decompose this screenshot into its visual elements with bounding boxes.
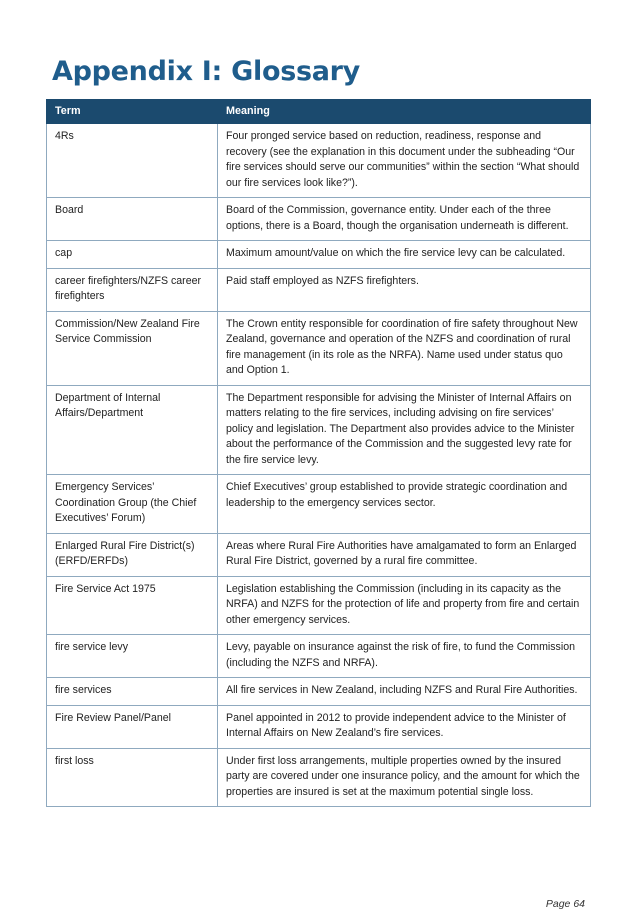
term-cell: career firefighters/NZFS career firefighters [47,268,218,311]
term-cell: Department of Internal Affairs/Department [47,385,218,475]
term-cell: Fire Service Act 1975 [47,576,218,635]
term-cell: cap [47,241,218,269]
table-row [47,576,591,635]
meaning-cell: All fire services in New Zealand, including NZFS and Rural Fire Authorities. [218,678,591,706]
term-cell: Emergency Services’ Coordination Group (the Chief Executives’ Forum) [47,475,218,534]
meaning-cell: Four pronged service based on reduction, readiness, response and recovery (see the explanation in this document under the subheading “Our fire services should serve our communities” within the section “What should our fire services look like?”). [218,124,591,198]
table-row [47,748,591,807]
table-row [47,311,591,385]
term-cell: Commission/New Zealand Fire Service Commission [47,311,218,385]
page-number: Page 64 [545,898,585,910]
term-cell: 4Rs [47,124,218,198]
term-cell: first loss [47,748,218,807]
page-title: Appendix I: Glossary [52,56,360,87]
table-row [47,241,591,269]
meaning-cell: Levy, payable on insurance against the risk of fire, to fund the Commission (including the NZFS and NRFA). [218,635,591,678]
term-cell: fire service levy [47,635,218,678]
table-row [47,533,591,576]
meaning-cell: Legislation establishing the Commission (including in its capacity as the NRFA) and NZFS for the protection of life and property from fire and certain other emergency services. [218,576,591,635]
meaning-cell: Board of the Commission, governance entity. Under each of the three options, there is a Board, though the organisation underneath is different. [218,198,591,241]
term-cell: Fire Review Panel/Panel [47,705,218,748]
glossary-table [46,99,591,807]
header-meaning: Meaning [218,100,591,124]
table-body [47,124,591,807]
meaning-cell: Areas where Rural Fire Authorities have amalgamated to form an Enlarged Rural Fire District, governed by a rural fire committee. [218,533,591,576]
table-row [47,705,591,748]
header-term: Term [47,100,218,124]
table-row [47,385,591,475]
table-header-row [47,100,591,124]
table-row [47,635,591,678]
meaning-cell: The Department responsible for advising the Minister of Internal Affairs on matters relating to the fire services, including advising on fire services’ policy and legislation. The Department also provides advice to the Minister about the performance of the Commission and the suggested levy rate for the fire service levy. [218,385,591,475]
table-row [47,124,591,198]
table-row [47,268,591,311]
term-cell: Board [47,198,218,241]
meaning-cell: Maximum amount/value on which the fire service levy can be calculated. [218,241,591,269]
term-cell: fire services [47,678,218,706]
meaning-cell: The Crown entity responsible for coordination of fire safety throughout New Zealand, governance and operation of the NZFS and coordination of rural fire management (in its role as the NRFA). Name used under status quo and Option 1. [218,311,591,385]
term-cell: Enlarged Rural Fire District(s) (ERFD/ERFDs) [47,533,218,576]
meaning-cell: Paid staff employed as NZFS firefighters. [218,268,591,311]
table-row [47,198,591,241]
meaning-cell: Chief Executives’ group established to provide strategic coordination and leadership to the emergency services sector. [218,475,591,534]
meaning-cell: Under first loss arrangements, multiple properties owned by the insured party are covered under one insurance policy, and the amount for which the properties are insured is set at the maximum potential single loss. [218,748,591,807]
meaning-cell: Panel appointed in 2012 to provide independent advice to the Minister of Internal Affairs on New Zealand’s fire services. [218,705,591,748]
table-row [47,475,591,534]
table-row [47,678,591,706]
